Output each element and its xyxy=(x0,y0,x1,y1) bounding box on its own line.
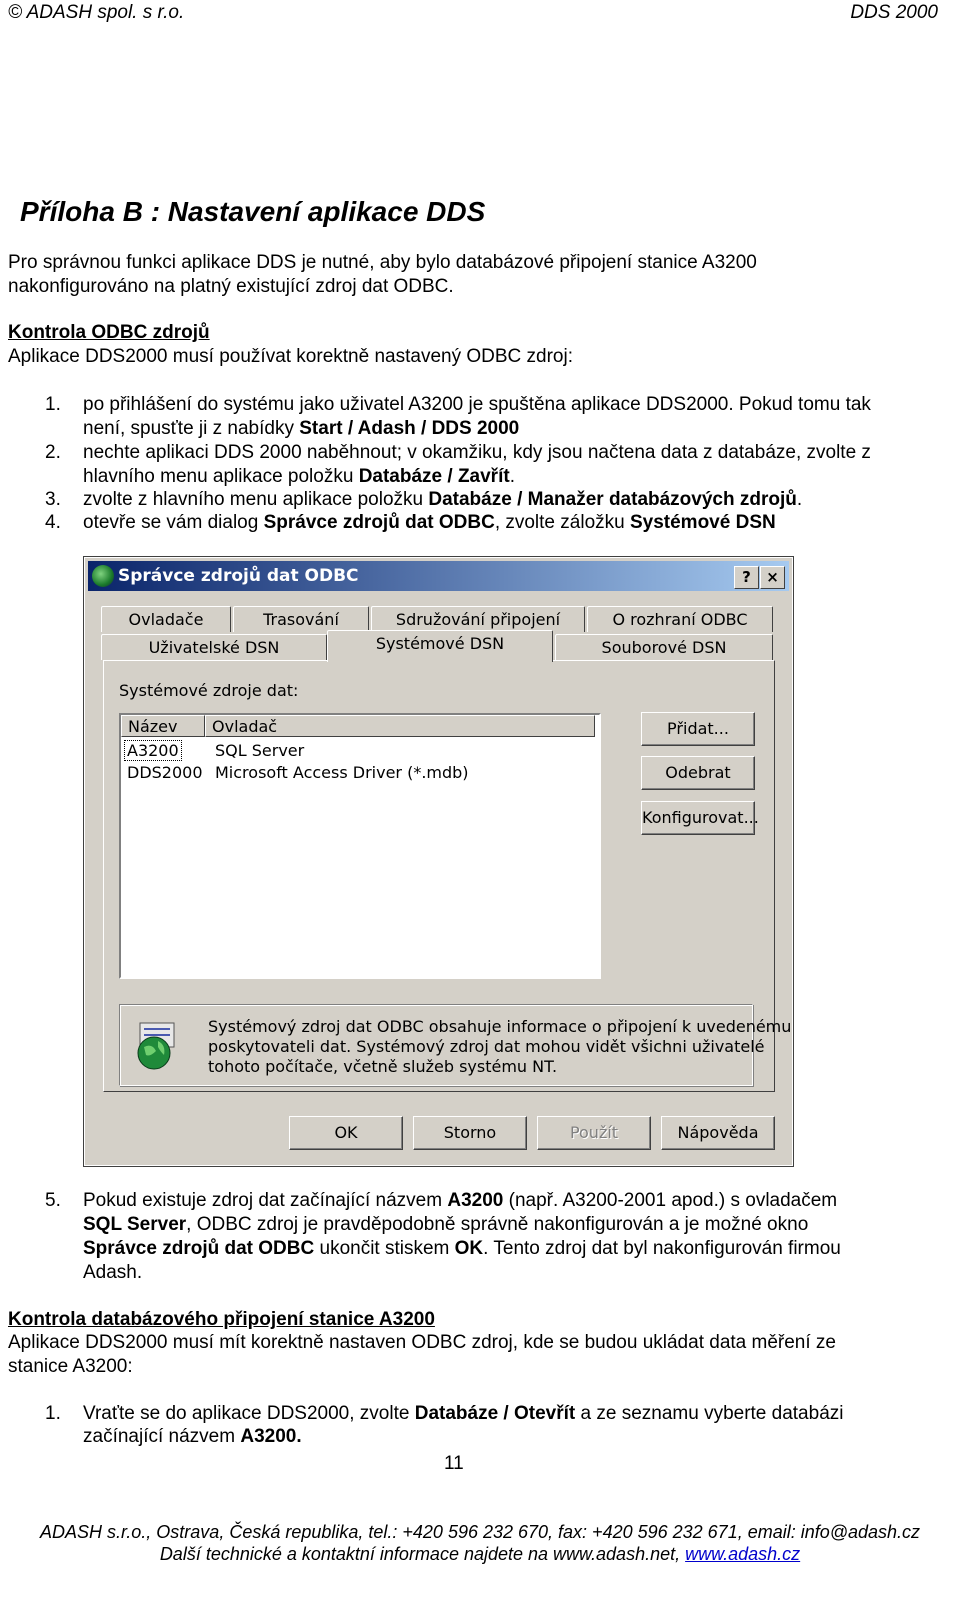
section-text-db-2: stanice A3200: xyxy=(8,1356,133,1377)
db-item-1-line-1: Vraťte se do aplikace DDS2000, zvolte Databáze / Otevřít a ze seznamu vyberte databázi xyxy=(83,1403,844,1424)
section-text-db-1: Aplikace DDS2000 musí mít korektně nastaven ODBC zdroj, kde se budou ukládat data měření ze xyxy=(8,1332,836,1353)
list-number: 4. xyxy=(45,512,61,533)
cancel-button[interactable]: Storno xyxy=(413,1116,527,1150)
close-button[interactable]: × xyxy=(760,566,785,589)
dialog-titlebar xyxy=(88,561,789,591)
dsn-list[interactable] xyxy=(119,713,601,979)
configure-button[interactable]: Konfigurovat... xyxy=(641,801,755,835)
info-text: Systémový zdroj dat ODBC obsahuje informace o připojení k uvedenému poskytovateli dat. Systémový zdroj dat mohou vidět všichni uživatelé tohoto počítače, včetně služeb systému NT. xyxy=(208,1017,792,1076)
intro-line-2: nakonfigurováno na platný existující zdroj dat ODBC. xyxy=(8,276,454,297)
remove-button[interactable]: Odebrat xyxy=(641,756,755,790)
dsn-row-driver: SQL Server xyxy=(215,741,305,760)
list-number: 1. xyxy=(45,1403,61,1424)
footer-link[interactable]: www.adash.cz xyxy=(685,1544,801,1564)
help-button[interactable]: ? xyxy=(734,566,759,589)
tab-connection-pooling[interactable]: Sdružování připojení xyxy=(371,606,585,632)
list-item-5-line-2: SQL Server, ODBC zdroj je pravděpodobně správně nakonfigurován a je možné okno xyxy=(83,1214,809,1235)
section-text-odbc: Aplikace DDS2000 musí používat korektně nastavený ODBC zdroj: xyxy=(8,346,573,367)
list-item-2-line-1: nechte aplikaci DDS 2000 naběhnout; v okamžiku, kdy jsou načtena data z databáze, zvolte z xyxy=(83,442,871,463)
column-header-name[interactable]: Název xyxy=(121,715,205,737)
page-number: 11 xyxy=(444,1453,464,1474)
database-globe-icon xyxy=(134,1021,178,1071)
intro-line-1: Pro správnou funkci aplikace DDS je nutné, aby bylo databázové připojení stanice A3200 xyxy=(8,252,757,273)
list-item-2-line-2: hlavního menu aplikace položku Databáze / Zavřít. xyxy=(83,466,515,487)
add-button[interactable]: Přidat... xyxy=(641,712,755,746)
odbc-globe-icon xyxy=(92,565,114,587)
dsn-row-name[interactable]: A3200 xyxy=(127,741,179,760)
list-number: 2. xyxy=(45,442,61,463)
list-item-5-line-4: Adash. xyxy=(83,1262,143,1283)
column-header-driver[interactable]: Ovladač xyxy=(205,715,595,737)
dsn-row-driver: Microsoft Access Driver (*.mdb) xyxy=(215,763,469,782)
tab-user-dsn[interactable]: Uživatelské DSN xyxy=(101,634,327,660)
section-heading-odbc: Kontrola ODBC zdrojů xyxy=(8,322,210,343)
system-sources-label: Systémové zdroje dat: xyxy=(119,681,299,700)
list-item-1-line-2: není, spusťte ji z nabídky Start / Adash / DDS 2000 xyxy=(83,418,520,439)
tab-file-dsn[interactable]: Souborové DSN xyxy=(555,634,773,660)
header-left: © ADASH spol. s r.o. xyxy=(8,2,185,23)
odbc-dialog xyxy=(84,557,793,1166)
tab-tracing[interactable]: Trasování xyxy=(233,606,369,632)
list-number: 5. xyxy=(45,1190,61,1211)
dialog-title: Správce zdrojů dat ODBC xyxy=(118,566,359,586)
list-item-4: otevře se vám dialog Správce zdrojů dat ODBC, zvolte záložku Systémové DSN xyxy=(83,512,776,533)
db-item-1-line-2: začínající názvem A3200. xyxy=(83,1426,302,1447)
page-title: Příloha B : Nastavení aplikace DDS xyxy=(20,196,486,227)
section-heading-db: Kontrola databázového připojení stanice A3200 xyxy=(8,1309,435,1330)
tab-about[interactable]: O rozhraní ODBC xyxy=(587,606,773,632)
list-item-5-line-3: Správce zdrojů dat ODBC ukončit stiskem OK. Tento zdroj dat byl nakonfigurován firmou xyxy=(83,1238,841,1259)
footer-line-2: Další technické a kontaktní informace najdete na www.adash.net, www.adash.cz xyxy=(159,1544,801,1564)
list-item-5-line-1: Pokud existuje zdroj dat začínající názvem A3200 (např. A3200-2001 apod.) s ovladačem xyxy=(83,1190,838,1211)
ok-button[interactable]: OK xyxy=(289,1116,403,1150)
dsn-row-name[interactable]: DDS2000 xyxy=(127,763,203,782)
tab-drivers[interactable]: Ovladače xyxy=(101,606,231,632)
tab-system-dsn[interactable]: Systémové DSN xyxy=(327,630,553,662)
list-item-1-line-1: po přihlášení do systému jako uživatel A3200 je spuštěna aplikace DDS2000. Pokud tomu tak xyxy=(83,394,871,415)
help-dialog-button[interactable]: Nápověda xyxy=(661,1116,775,1150)
apply-button[interactable]: Použít xyxy=(537,1116,651,1150)
header-right: DDS 2000 xyxy=(850,2,938,23)
footer-line-1: ADASH s.r.o., Ostrava, Česká republika, tel.: +420 596 232 670, fax: +420 596 232 671, email: info@adash.cz xyxy=(39,1522,921,1542)
info-box xyxy=(119,1004,792,1086)
list-item-3: zvolte z hlavního menu aplikace položku Databáze / Manažer databázových zdrojů. xyxy=(83,489,803,510)
list-number: 1. xyxy=(45,394,61,415)
list-number: 3. xyxy=(45,489,61,510)
